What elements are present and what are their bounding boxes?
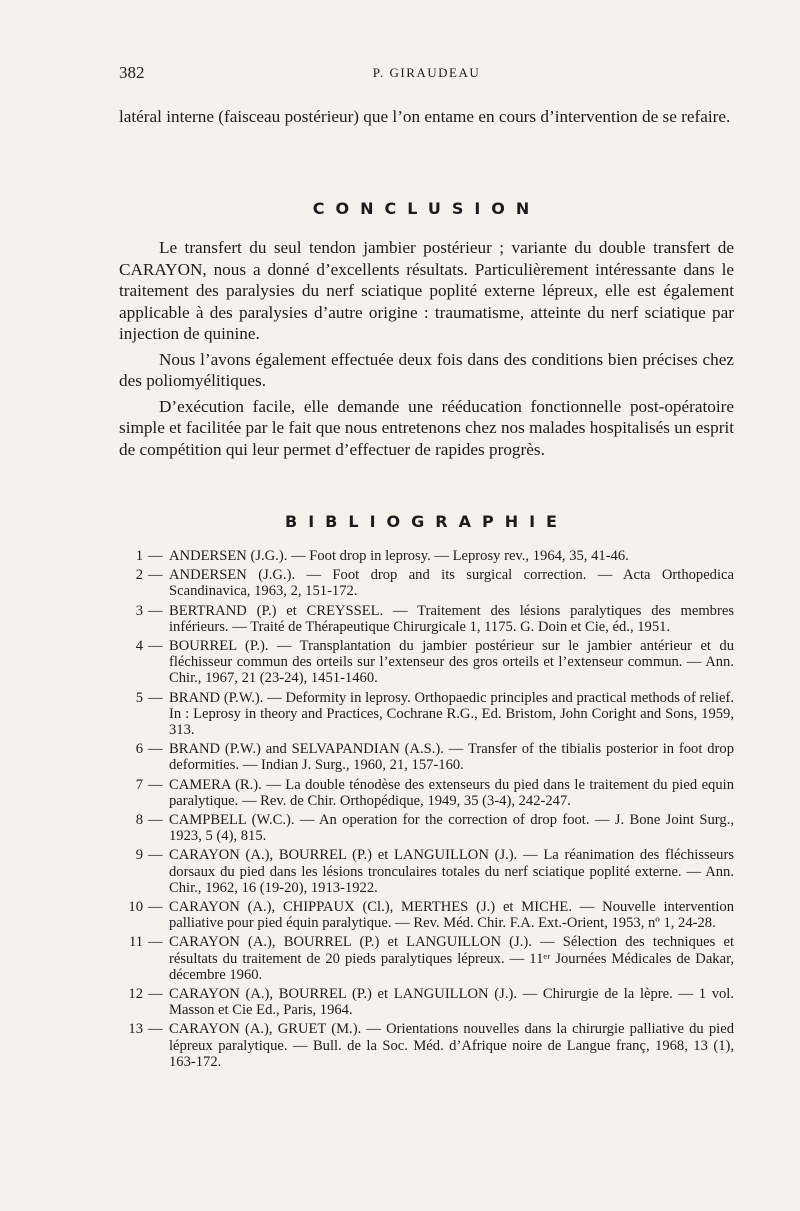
- reference-number: 3: [135, 602, 143, 619]
- conclusion-paragraph: D’exécution facile, elle demande une rééducation fonctionnelle post-opératoire simple et facilitée par le fait que nous entretenons chez nos malades hospitalisés un esprit de compétition qui leur permet d’effectuer de rapides progrès.: [119, 396, 734, 459]
- bibliography-entry: [119, 934, 734, 983]
- reference-text: CARAYON (A.), BOURREL (P.) et LANGUILLON (J.). — La réanimation des fléchisseurs dorsaux du pied dans les lésions tronculaires totales du nerf sciatique poplité externe. — Ann. Chir., 1962, 16 (19-20), 1913-1922.: [169, 847, 734, 896]
- bibliography-entry: [119, 638, 734, 687]
- reference-dash: —: [148, 776, 163, 793]
- conclusion-body: [119, 237, 734, 464]
- reference-dash: —: [148, 1021, 163, 1038]
- reference-text: ANDERSEN (J.G.). — Foot drop and its surgical correction. — Acta Orthopedica Scandinavica, 1963, 2, 151-172.: [169, 567, 734, 600]
- reference-dash: —: [148, 847, 163, 864]
- reference-dash: —: [148, 689, 163, 706]
- conclusion-paragraph: Le transfert du seul tendon jambier postérieur ; variante du double transfert de CARAYON, nous a donné d’excellents résultats. Particulièrement intéressante dans le traitement des paralysies du nerf sciatique poplité externe lépreux, elle est également applicable à des paralysies d’autre origine : traumatisme, atteinte du nerf sciatique par injection de quinine.: [119, 238, 734, 343]
- reference-number: 11: [128, 934, 143, 951]
- bibliography-heading: BIBLIOGRAPHIE: [285, 512, 568, 531]
- bibliography-entry: [119, 777, 734, 809]
- reference-text: BERTRAND (P.) et CREYSSEL. — Traitement des lésions paralytiques des membres inférieurs. — Traité de Thérapeutique Chirurgicale 1, 1175. G. Doin et Cie, éd., 1951.: [169, 602, 734, 635]
- reference-dash: —: [148, 548, 163, 564]
- reference-number: 6: [135, 741, 143, 758]
- reference-text: BRAND (P.W.) and SELVAPANDIAN (A.S.). — Transfer of the tibialis posterior in foot drop deformities. — Indian J. Surg., 1960, 21, 157-160.: [169, 741, 734, 774]
- reference-number: 8: [135, 812, 143, 829]
- continuation-paragraph: [119, 106, 734, 132]
- reference-dash: —: [148, 899, 163, 916]
- conclusion-paragraph: Nous l’avons également effectuée deux fois dans des conditions bien précises chez des poliomyélitiques.: [119, 349, 734, 390]
- bibliography-entry: [119, 812, 734, 844]
- page-header: [119, 63, 734, 85]
- reference-text: ANDERSEN (J.G.). — Foot drop in leprosy. — Leprosy rev., 1964, 35, 41-46.: [169, 548, 629, 564]
- reference-number: 1: [135, 548, 143, 564]
- continuation-text: latéral interne (faisceau postérieur) que l’on entame en cours d’intervention de se refaire.: [119, 107, 731, 126]
- reference-dash: —: [148, 986, 163, 1003]
- reference-text: CARAYON (A.), CHIPPAUX (Cl.), MERTHES (J.) et MICHE. — Nouvelle intervention palliative pour pied équin paralytique. — Rev. Méd. Chir. F.A. Ext.-Orient, 1953, nº 1, 24-28.: [169, 899, 734, 932]
- reference-text: CARAYON (A.), BOURREL (P.) et LANGUILLON (J.). — Sélection des techniques et résultats du traitement de 20 pieds paralytiques lépreux. — 11ᵉʳ Journées Médicales de Dakar, décembre 1960.: [169, 934, 734, 983]
- conclusion-heading: CONCLUSION: [312, 199, 541, 218]
- reference-dash: —: [148, 638, 163, 655]
- reference-text: CAMPBELL (W.C.). — An operation for the correction of drop foot. — J. Bone Joint Surg., 1923, 5 (4), 815.: [169, 812, 734, 845]
- bibliography-entry: [119, 603, 734, 635]
- reference-number: 10: [128, 899, 143, 916]
- bibliography-entry: [119, 899, 734, 931]
- reference-text: CAMERA (R.). — La double ténodèse des extenseurs du pied dans le traitement du pied equin paralytique. — Rev. de Chir. Orthopédique, 1949, 35 (3-4), 242-247.: [169, 776, 734, 809]
- reference-number: 12: [128, 986, 143, 1003]
- bibliography-entry: [119, 690, 734, 739]
- reference-number: 2: [135, 567, 143, 584]
- bibliography-entry: [119, 567, 734, 599]
- bibliography-entry: [119, 847, 734, 896]
- reference-text: CARAYON (A.), GRUET (M.). — Orientations nouvelles dans la chirurgie palliative du pied lépreux paralytique. — Bull. de la Soc. Méd. d’Afrique noire de Langue franç, 1968, 13 (1), 163-172.: [169, 1021, 734, 1070]
- reference-number: 9: [135, 847, 143, 864]
- bibliography-list: [119, 548, 734, 1073]
- page-number: 382: [119, 63, 145, 82]
- bibliography-entry: [119, 986, 734, 1018]
- reference-number: 5: [135, 689, 143, 706]
- reference-number: 4: [135, 638, 143, 655]
- reference-dash: —: [148, 602, 163, 619]
- reference-dash: —: [148, 741, 163, 758]
- reference-text: BOURREL (P.). — Transplantation du jambier postérieur sur le jambier antérieur et du fléchisseur commun des orteils sur l’extenseur des gros orteils et l’extenseur commun. — Ann. Chir., 1967, 21 (23-24), 1451-1460.: [169, 638, 734, 687]
- bibliography-entry: [119, 1021, 734, 1070]
- reference-dash: —: [148, 567, 163, 584]
- reference-text: CARAYON (A.), BOURREL (P.) et LANGUILLON (J.). — Chirurgie de la lèpre. — 1 vol. Masson et Cie Ed., Paris, 1964.: [169, 986, 734, 1019]
- reference-dash: —: [148, 812, 163, 829]
- reference-number: 13: [128, 1021, 143, 1038]
- reference-text: BRAND (P.W.). — Deformity in leprosy. Orthopaedic principles and practical methods of relief. In : Leprosy in theory and Practices, Cochrane R.G., Ed. Bristom, John Coright and Sons, 1959, 313.: [169, 689, 734, 739]
- bibliography-entry: [119, 548, 734, 564]
- reference-dash: —: [148, 934, 163, 951]
- bibliography-entry: [119, 741, 734, 773]
- running-head: P. GIRAUDEAU: [372, 65, 481, 80]
- reference-number: 7: [135, 776, 143, 793]
